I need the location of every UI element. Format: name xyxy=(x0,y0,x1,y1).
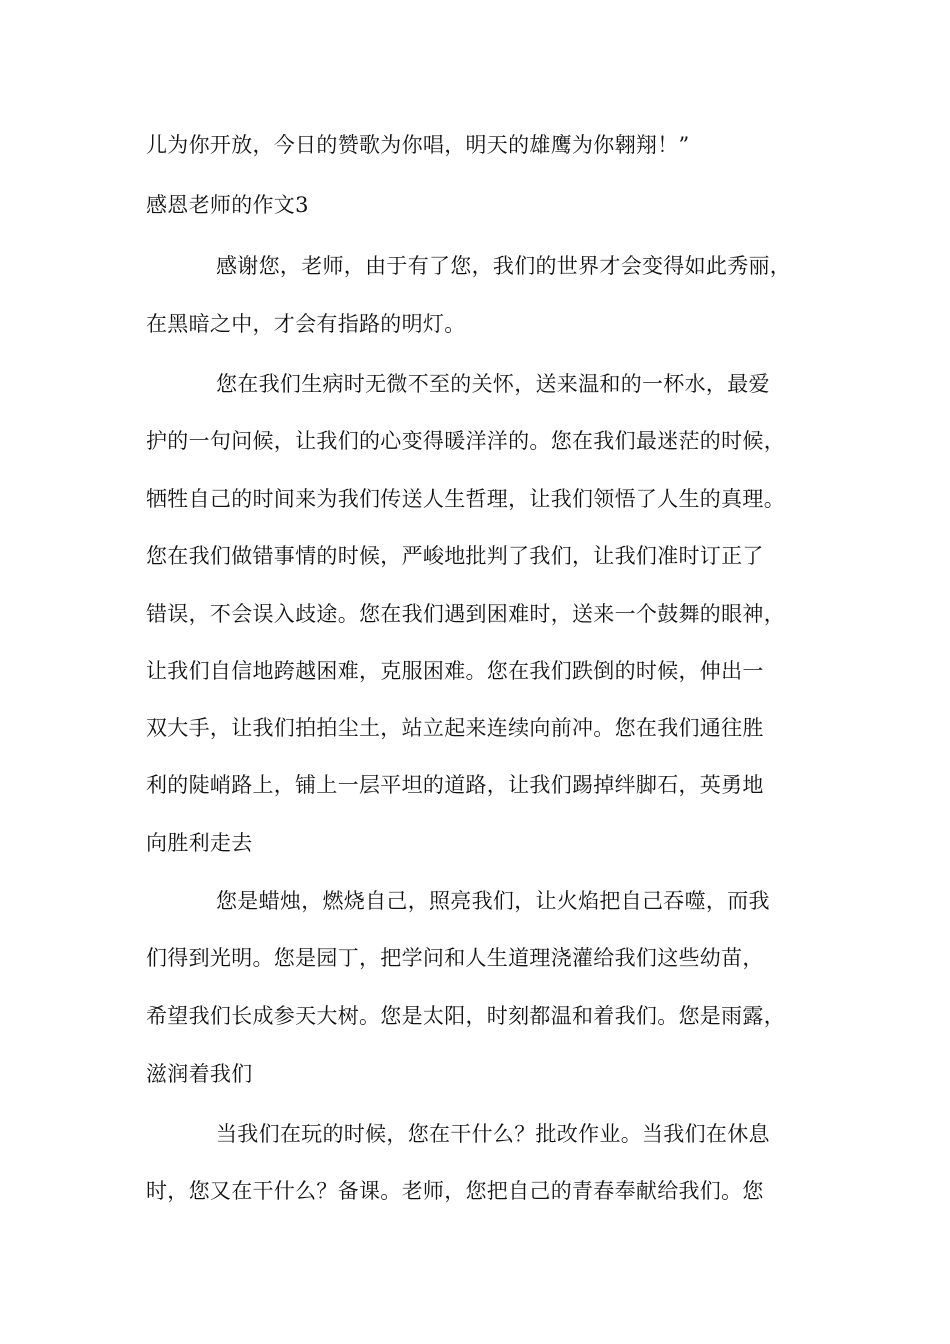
paragraph-line: 们得到光明。您是园丁，把学问和人生道理浇灌给我们这些幼苗， xyxy=(146,946,764,970)
paragraph-line: 滋润着我们 xyxy=(146,1062,253,1086)
paragraph-line: 牺牲自己的时间来为我们传送人生哲理，让我们领悟了人生的真理。 xyxy=(146,487,785,511)
paragraph-line: 在黑暗之中，才会有指路的明灯。 xyxy=(146,312,466,336)
paragraph-line: 让我们自信地跨越困难，克服困难。您在我们跌倒的时候，伸出一 xyxy=(146,659,764,683)
text-line: 儿为你开放，今日的赞歌为你唱，明天的雄鹰为你翱翔！” xyxy=(146,133,690,157)
paragraph-line: 您在我们生病时无微不至的关怀，送来温和的一杯水，最爱 xyxy=(216,372,770,396)
paragraph-line: 希望我们长成参天大树。您是太阳，时刻都温和着我们。您是雨露， xyxy=(146,1004,785,1028)
paragraph-line: 您是蜡烛，燃烧自己，照亮我们，让火焰把自己吞噬，而我 xyxy=(216,889,770,913)
paragraph-line: 当我们在玩的时候，您在干什么？批改作业。当我们在休息 xyxy=(216,1122,770,1146)
paragraph-line: 向胜利走去 xyxy=(146,831,253,855)
paragraph-line: 利的陡峭路上，铺上一层平坦的道路，让我们踢掉绊脚石，英勇地 xyxy=(146,773,764,797)
paragraph-line: 错误，不会误入歧途。您在我们遇到困难时，送来一个鼓舞的眼神， xyxy=(146,602,785,626)
paragraph-line: 护的一句问候，让我们的心变得暖洋洋的。您在我们最迷茫的时候， xyxy=(146,429,785,453)
paragraph-line: 感谢您，老师，由于有了您，我们的世界才会变得如此秀丽， xyxy=(216,254,792,278)
paragraph-line: 时，您又在干什么？备课。老师，您把自己的青春奉献给我们。您 xyxy=(146,1179,764,1203)
paragraph-line: 双大手，让我们拍拍尘土，站立起来连续向前冲。您在我们通往胜 xyxy=(146,716,764,740)
section-title: 感恩老师的作文3 xyxy=(146,193,309,217)
paragraph-line: 您在我们做错事情的时候，严峻地批判了我们，让我们准时订正了 xyxy=(146,544,764,568)
